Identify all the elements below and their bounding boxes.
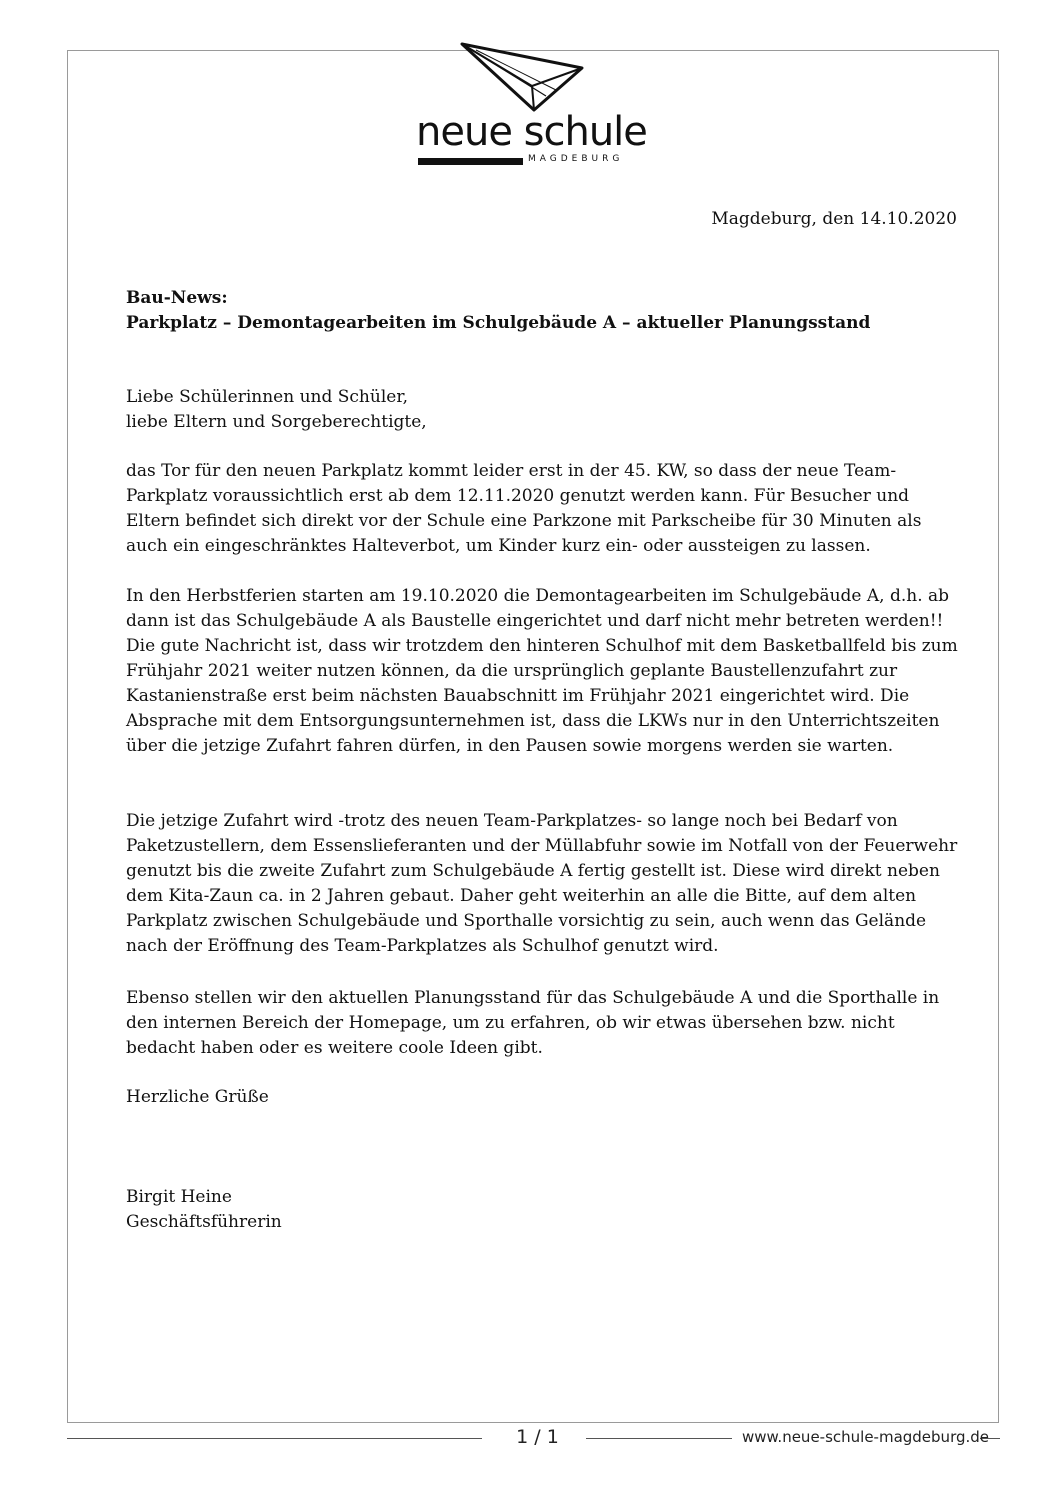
letter-date: Magdeburg, den 14.10.2020 xyxy=(711,209,957,229)
page-number: 1 / 1 xyxy=(516,1426,559,1448)
heading-line-2: Parkplatz – Demontagearbeiten im Schulgebäude A – aktueller Planungsstand xyxy=(126,313,871,333)
closing: Herzliche Grüße xyxy=(126,1087,269,1107)
signature-name: Birgit Heine xyxy=(126,1187,232,1207)
paragraph-1: das Tor für den neuen Parkplatz kommt leider erst in der 45. KW, so dass der neue Team-Parkplatz voraussichtlich erst ab dem 12.11.2020 genutzt werden kann. Für Besucher und Eltern befindet sich direkt vor der Schule eine Parkzone mit Parkscheibe für 30 Minuten als auch ein eingeschränktes Halteverbot, um Kinder kurz ein- oder aussteigen zu lassen. xyxy=(126,461,922,556)
paper-plane-icon xyxy=(416,40,656,120)
salutation-line-1: Liebe Schülerinnen und Schüler, xyxy=(126,387,408,407)
paragraph-2: In den Herbstferien starten am 19.10.2020 die Demontagearbeiten im Schulgebäude A, d.h. ab dann ist das Schulgebäude A als Baustelle eingerichtet und darf nicht mehr betreten werden!! Die gute Nachricht ist, dass wir trotzdem den hinteren Schulhof mit dem Basketballfeld bis zum Frühjahr 2021 weiter nutzen können, da die ursprünglich geplante Baustellenzufahrt zur Kastanienstraße erst beim nächsten Bauabschnitt im Frühjahr 2021 eingerichtet wird. Die Absprache mit dem Entsorgungsunternehmen ist, dass die LKWs nur in den Unterrichtszeiten über die jetzige Zufahrt fahren dürfen, in den Pausen sowie morgens werden sie warten. xyxy=(126,586,958,756)
brand-city: MAGDEBURG xyxy=(528,154,624,164)
footer-website[interactable]: www.neue-schule-magdeburg.de xyxy=(742,1428,990,1446)
paragraph-3: Die jetzige Zufahrt wird -trotz des neuen Team-Parkplatzes- so lange noch bei Bedarf von Paketzustellern, dem Essenslieferanten und der Müllabfuhr sowie im Notfall von der Feuerwehr genutzt bis die zweite Zufahrt zum Schulgebäude A fertig gestellt ist. Diese wird direkt neben dem Kita-Zaun ca. in 2 Jahren gebaut. Daher geht weiterhin an alle die Bitte, auf dem alten Parkplatz zwischen Schulgebäude und Sporthalle vorsichtig zu sein, auch wenn das Gelände nach der Eröffnung des Team-Parkplatzes als Schulhof genutzt wird. xyxy=(126,811,958,956)
school-logo xyxy=(416,40,656,170)
brand-name: neue schule xyxy=(416,109,647,155)
signature-title: Geschäftsführerin xyxy=(126,1212,282,1232)
salutation-line-2: liebe Eltern und Sorgeberechtigte, xyxy=(126,412,427,432)
paragraph-4: Ebenso stellen wir den aktuellen Planungsstand für das Schulgebäude A und die Sporthalle in den internen Bereich der Homepage, um zu erfahren, ob wir etwas übersehen bzw. nicht bedacht haben oder es weitere coole Ideen gibt. xyxy=(126,988,940,1058)
footer-rule-left xyxy=(67,1438,482,1439)
heading-line-1: Bau-News: xyxy=(126,288,228,308)
footer-rule-middle xyxy=(586,1438,732,1439)
brand-bar xyxy=(418,158,523,165)
